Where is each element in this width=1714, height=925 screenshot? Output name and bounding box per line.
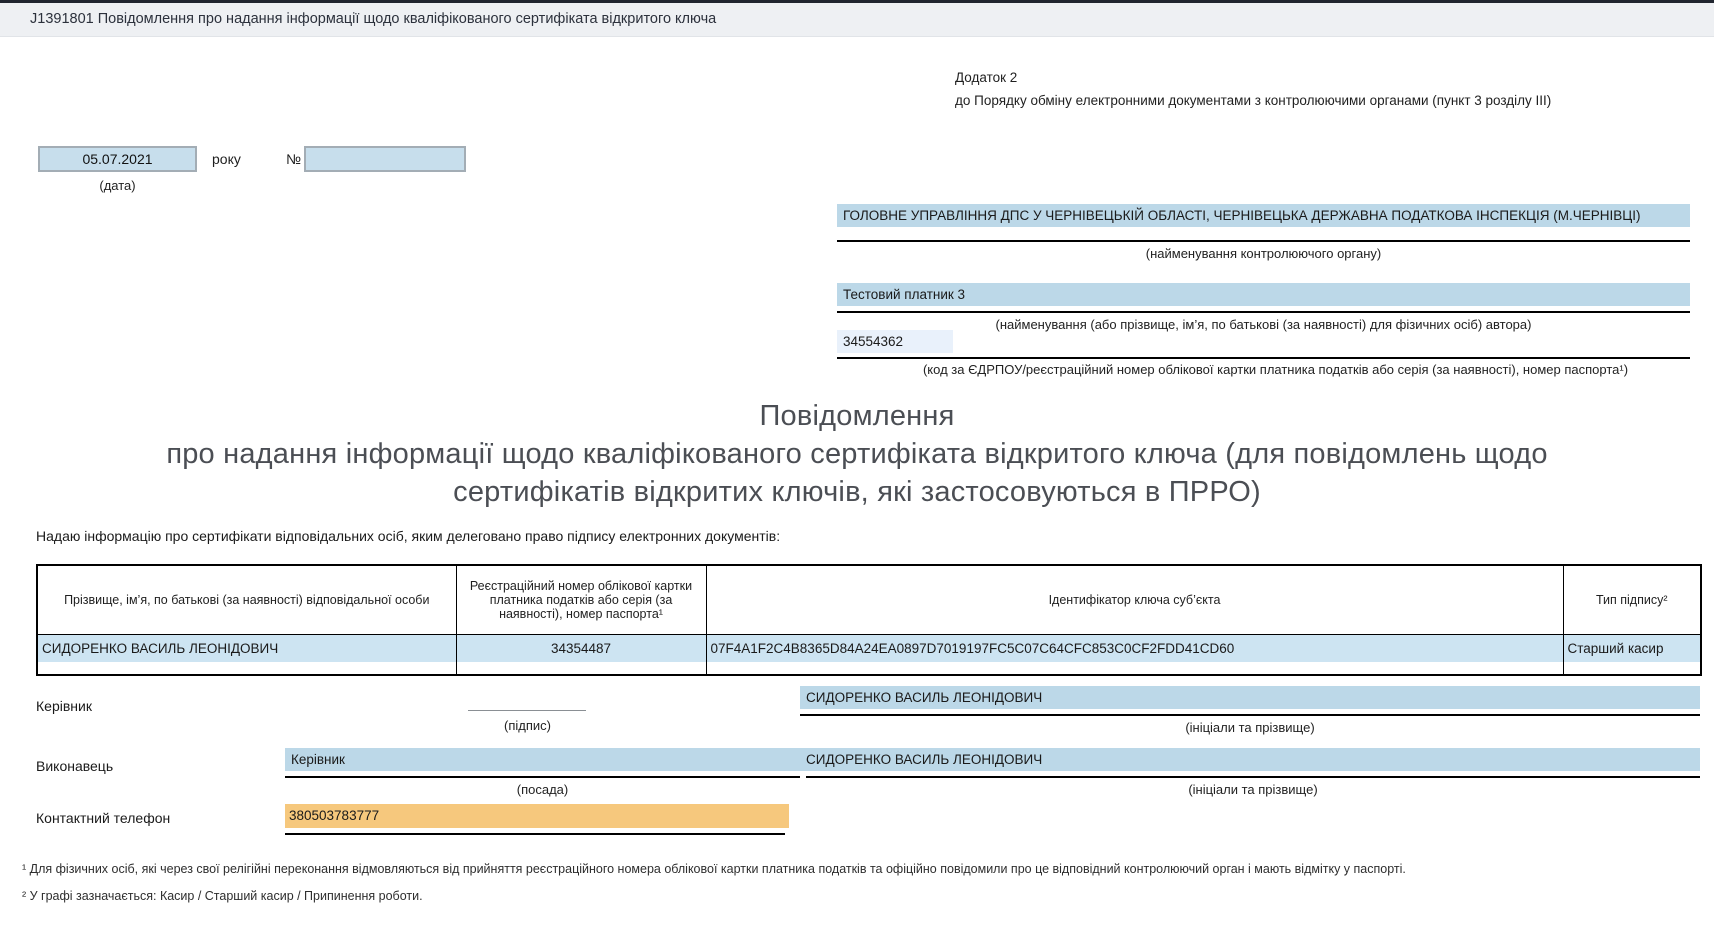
head-name-caption: (ініціали та прізвище) [1185, 720, 1315, 735]
cell-signature-type[interactable]: Старший касир [1564, 635, 1701, 662]
code-field[interactable]: 34554362 [837, 330, 953, 353]
executor-name-field[interactable]: СИДОРЕНКО ВАСИЛЬ ЛЕОНІДОВИЧ [800, 748, 1700, 771]
annex-line-2: до Порядку обміну електронними документами з контролюючими органами (пункт 3 розділу III) [955, 93, 1552, 108]
code-caption: (код за ЄДРПОУ/реєстраційний номер облікової картки платника податків або серія (за наявності), номер паспорта¹) [922, 362, 1629, 377]
table-header-row [37, 565, 1701, 635]
author-underline [837, 311, 1690, 313]
position-underline [285, 776, 800, 778]
phone-underline [285, 833, 785, 835]
executor-name-underline [806, 776, 1700, 778]
executor-label: Виконавець [36, 758, 114, 774]
date-caption: (дата) [99, 178, 136, 193]
roku-label: року [212, 151, 241, 167]
authority-caption: (найменування контролюючого органу) [1145, 246, 1382, 261]
head-label: Керівник [36, 698, 92, 714]
number-label: № [286, 151, 302, 167]
titlebar [0, 0, 1714, 37]
cell-reg-number[interactable]: 34354487 [457, 635, 706, 662]
executor-name-caption: (ініціали та прізвище) [1188, 782, 1318, 797]
head-name-underline [800, 714, 1700, 716]
intro-text: Надаю інформацію про сертифікати відповідальних осіб, яким делеговано право підпису електронних документів: [36, 528, 781, 544]
doc-title-line-1: Повідомлення [759, 400, 955, 432]
header-signature-type: Тип підпису² [1563, 565, 1701, 635]
signature-caption: (підпис) [504, 718, 551, 733]
page-title: J1391801 Повідомлення про надання інформації щодо кваліфікованого сертифіката відкритого ключа [30, 11, 717, 27]
certificates-table [36, 564, 1702, 676]
signature-line [468, 710, 586, 711]
position-caption: (посада) [516, 782, 569, 797]
phone-field[interactable]: 380503783777 [285, 804, 789, 828]
author-field[interactable]: Тестовий платник 3 [837, 283, 1690, 306]
author-caption: (найменування (або прізвище, ім’я, по батькові (за наявності) для фізичних осіб) автора) [995, 317, 1532, 332]
code-underline [837, 357, 1690, 359]
date-input[interactable] [38, 146, 197, 172]
phone-label: Контактний телефон [36, 810, 171, 826]
header-key-id: Ідентифікатор ключа суб’єкта [706, 565, 1563, 635]
footnote-1: ¹ Для фізичних осіб, які через свої релігійні переконання відмовляються від прийняття реєстраційного номера облікової картки платника податків та офіційно повідомили про це відповідний контролюючий орган і мають відмітку у паспорті. [22, 862, 1406, 876]
header-responsible-person: Прізвище, ім’я, по батькові (за наявності) відповідальної особи [37, 565, 456, 635]
authority-field[interactable]: ГОЛОВНЕ УПРАВЛІННЯ ДПС У ЧЕРНІВЕЦЬКІЙ ОБЛАСТІ, ЧЕРНІВЕЦЬКА ДЕРЖАВНА ПОДАТКОВА ІНСПЕКЦІЯ (М.ЧЕРНІВЦІ) [837, 204, 1690, 227]
annex-line-1: Додаток 2 [955, 70, 1018, 85]
cell-key-id[interactable]: 07F4A1F2C4B8365D84A24EA0897D7019197FC5C07C64CFC853C0CF2FDD41CD60 [707, 635, 1563, 662]
footnote-2: ² У графі зазначається: Касир / Старший касир / Припинення роботи. [22, 889, 423, 903]
number-input[interactable] [304, 146, 466, 172]
cell-responsible-person[interactable]: СИДОРЕНКО ВАСИЛЬ ЛЕОНІДОВИЧ [38, 635, 456, 662]
head-name-field[interactable]: СИДОРЕНКО ВАСИЛЬ ЛЕОНІДОВИЧ [800, 686, 1700, 709]
authority-underline [837, 240, 1690, 242]
table-row [37, 635, 1701, 676]
doc-title-line-3: сертифікатів відкритих ключів, які застосовуються в ПРРО) [453, 476, 1261, 508]
header-reg-number: Реєстраційний номер облікової картки платника податків або серія (за наявності), номер паспорта¹ [456, 565, 706, 635]
doc-title-line-2: про надання інформації щодо кваліфікованого сертифіката відкритого ключа (для повідомлень щодо [166, 438, 1548, 470]
executor-position-field[interactable]: Керівник [285, 748, 800, 771]
